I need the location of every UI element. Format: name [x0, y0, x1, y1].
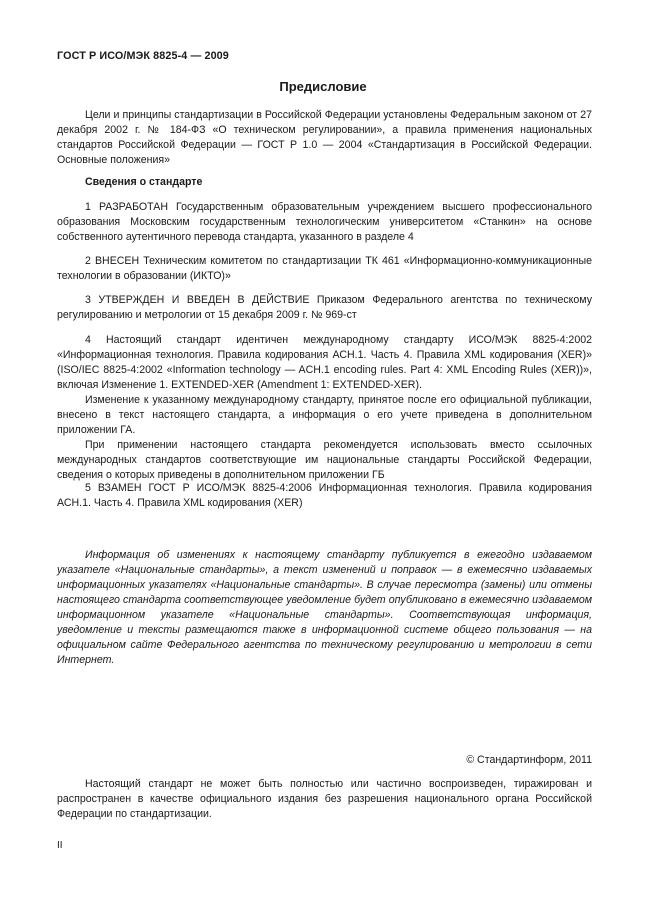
- item-3: [57, 293, 592, 323]
- item-3-text: 3 УТВЕРЖДЕН И ВВЕДЕН В ДЕЙСТВИЕ Приказом Федерального агентства по техническому регулированию и метрологии от 15 декабря 2009 г. № 969-ст: [57, 294, 592, 321]
- copyright-line: © Стандартинформ, 2011: [466, 754, 592, 766]
- item-1-text: 1 РАЗРАБОТАН Государственным образовательным учреждением высшего профессионального образования Московским государственным технологическим университетом «Станкин» на основе собственного аутентичного перевода стандарта, указанного в разделе 4: [57, 201, 592, 243]
- page-number: II: [57, 840, 63, 851]
- reproduction-text: Настоящий стандарт не может быть полностью или частично воспроизведен, тиражирован и распространен в качестве официального издания без разрешения национального органа Российской Федерации по стандартизации.: [57, 778, 592, 820]
- item-1: [57, 200, 592, 245]
- page-title: Предисловие: [279, 79, 367, 94]
- reproduction-notice: [57, 777, 592, 822]
- change-notice-text: Информация об изменениях к настоящему стандарту публикуется в ежегодно издаваемом указателе «Национальные стандарты», а текст изменений и поправок — в ежемесячно издаваемых информационных указателях «Национальные стандарты». В случае пересмотра (замены) или отмены настоящего стандарта соответствующее уведомление будет опубликовано в ежемесячно издаваемом информационном указателе «Национальные стандарты». Соответствующая информация, уведомление и тексты размещаются также в информационной системе общего пользования — на официальном сайте Федерального агентства по техническому регулированию и метрологии в сети Интернет.: [57, 549, 592, 666]
- item-5-text: 5 ВЗАМЕН ГОСТ Р ИСО/МЭК 8825-4:2006 Информационная технология. Правила кодирования АСН.1. Часть 4. Правила XML кодирования (XER): [57, 482, 592, 509]
- item-4-reference-text: При применении настоящего стандарта рекомендуется использовать вместо ссылочных международных стандартов соответствующие им национальные стандарты Российской Федерации, сведения о которых приведены в дополнительном приложении ГБ: [57, 439, 592, 481]
- intro-text: Цели и принципы стандартизации в Российской Федерации установлены Федеральным законом от 27 декабря 2002 г. № 184-ФЗ «О техническом регулировании», а правила применения национальных стандартов Российской Федерации — ГОСТ Р 1.0 — 2004 «Стандартизация в Российской Федерации. Основные положения»: [57, 109, 592, 166]
- change-notice: [57, 548, 592, 668]
- subtitle-text: Сведения о стандарте: [85, 176, 203, 188]
- standard-info-heading: [57, 175, 592, 190]
- item-4-text: 4 Настоящий стандарт идентичен международному стандарту ИСО/МЭК 8825-4:2002 «Информационная технология. Правила кодирования АСН.1. Часть 4. Правила XML кодирования (XER)» (ISO/IEC 8825-4:2002 «Information technology — ACH.1 encoding rules. Part 4: XML Encoding Rules (XER))», включая Изменение 1. EXTENDED-XER (Amendment 1: EXTENDED-XER).: [57, 334, 592, 391]
- item-4: [57, 333, 592, 483]
- intro-paragraph: [57, 108, 592, 168]
- item-2-text: 2 ВНЕСЕН Техническим комитетом по стандартизации ТК 461 «Информационно-коммуникационные технологии в образовании (ИКТО)»: [57, 255, 592, 282]
- item-5: [57, 481, 592, 511]
- item-2: [57, 254, 592, 284]
- document-header: ГОСТ Р ИСО/МЭК 8825-4 — 2009: [57, 50, 229, 62]
- item-4-amendment-text: Изменение к указанному международному стандарту, принятое после его официальной публикации, внесено в текст настоящего стандарта, а информация о его учете приведена в дополнительном приложении ГА.: [57, 394, 592, 436]
